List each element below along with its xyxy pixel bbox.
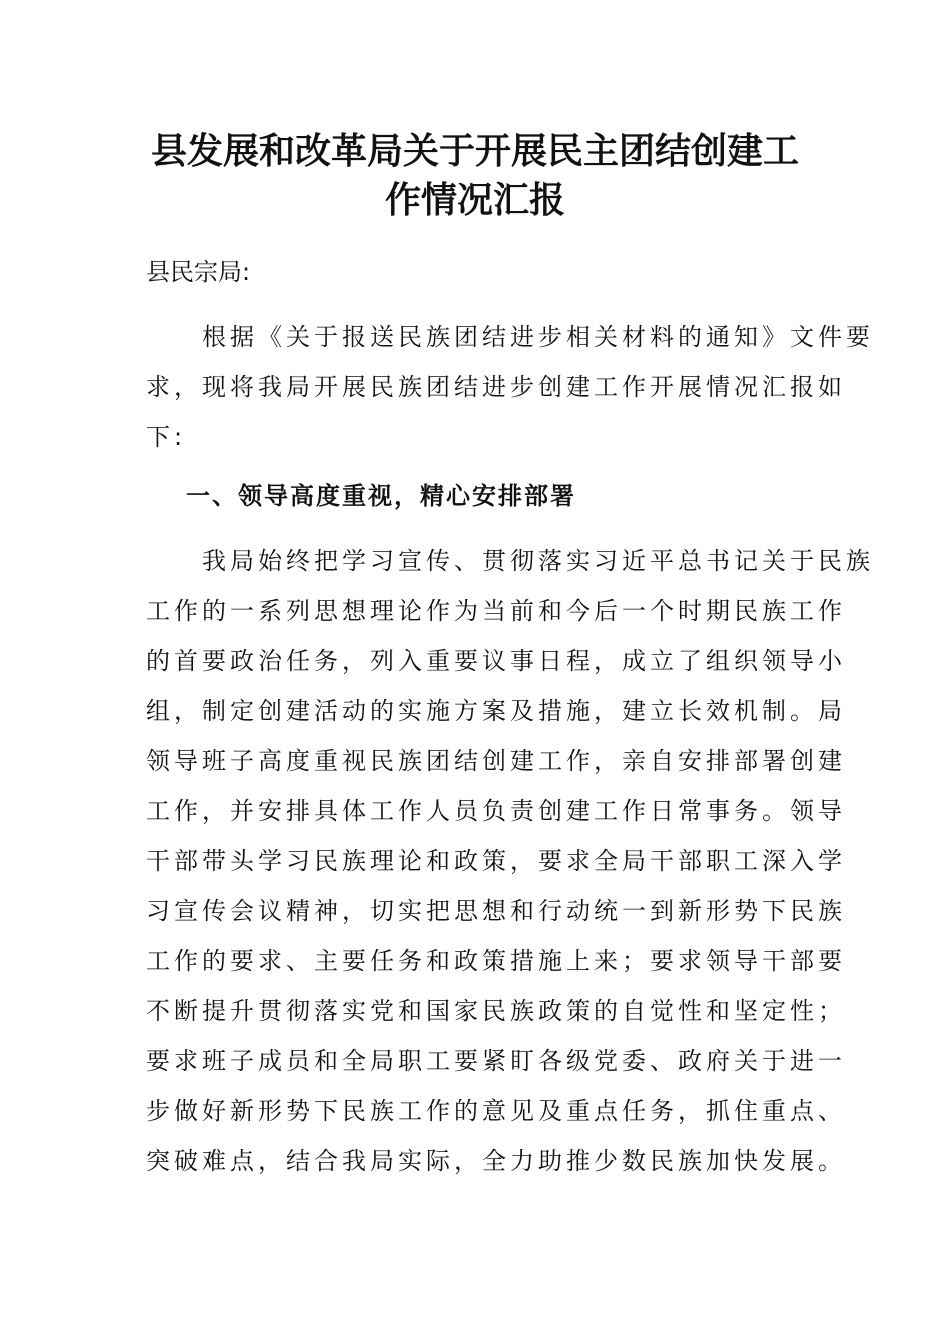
body-line-1: 我局始终把学习宣传、贯彻落实习近平总书记关于民族: [146, 547, 874, 575]
section-body-paragraph: [146, 536, 874, 1186]
intro-paragraph: [146, 312, 874, 462]
body-line-5: 领导班子高度重视民族团结创建工作，亲自安排部署创建: [146, 747, 846, 775]
body-line-6: 工作，并安排具体工作人员负责创建工作日常事务。领导: [146, 797, 846, 825]
body-line-8: 习宣传会议精神，切实把思想和行动统一到新形势下民族: [146, 897, 846, 925]
body-line-2: 工作的一系列思想理论作为当前和今后一个时期民族工作: [146, 597, 846, 625]
intro-line-3: 下:: [146, 423, 187, 451]
body-line-9: 工作的要求、主要任务和政策措施上来；要求领导干部要: [146, 947, 846, 975]
section-heading: 一、领导高度重视，精心安排部署: [186, 482, 576, 510]
body-line-4: 组，制定创建活动的实施方案及措施，建立长效机制。局: [146, 697, 846, 725]
document-title-line-1: 县发展和改革局关于开展民主团结创建工: [150, 130, 799, 172]
intro-line-1: 根据《关于报送民族团结进步相关材料的通知》文件要: [146, 323, 874, 351]
salutation: 县民宗局:: [146, 258, 251, 286]
body-line-7: 干部带头学习民族理论和政策，要求全局干部职工深入学: [146, 847, 846, 875]
document-title-line-2: 作情况汇报: [384, 179, 565, 221]
body-line-11: 要求班子成员和全局职工要紧盯各级党委、政府关于进一: [146, 1047, 846, 1075]
body-line-3: 的首要政治任务，列入重要议事日程，成立了组织领导小: [146, 647, 846, 675]
body-line-13: 突破难点，结合我局实际，全力助推少数民族加快发展。: [146, 1147, 846, 1175]
body-line-10: 不断提升贯彻落实党和国家民族政策的自觉性和坚定性；: [146, 997, 846, 1025]
intro-line-2: 求，现将我局开展民族团结进步创建工作开展情况汇报如: [146, 373, 846, 401]
body-line-12: 步做好新形势下民族工作的意见及重点任务，抓住重点、: [146, 1097, 846, 1125]
